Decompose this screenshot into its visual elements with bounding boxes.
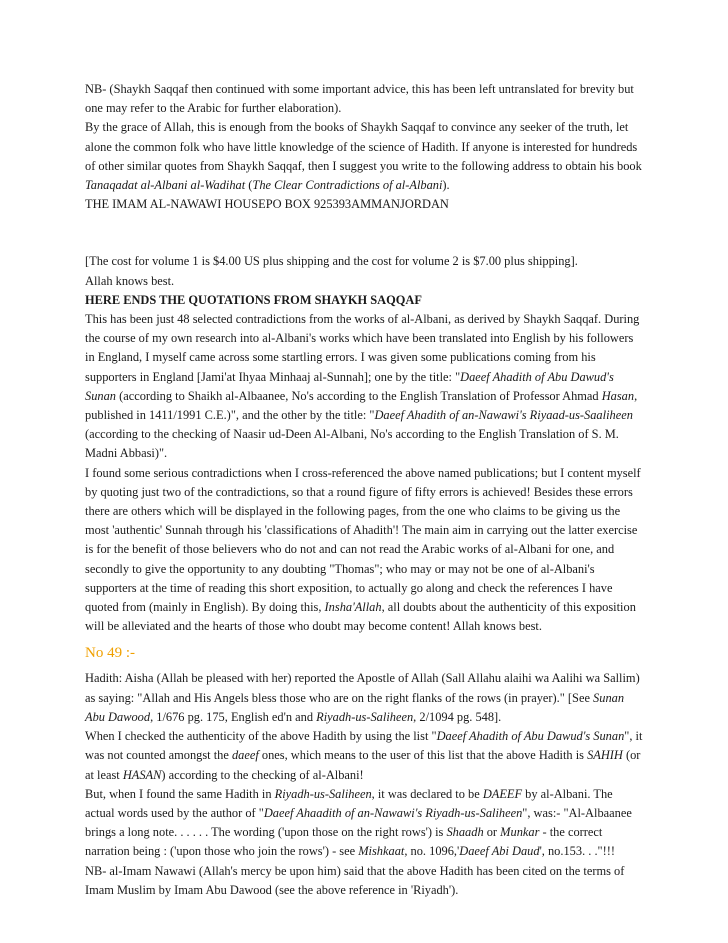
- text-run: ', no.153. . ."!!!: [539, 844, 615, 859]
- text-run: by al-Albani. The actual words used by the author of ": [85, 786, 613, 820]
- italic-phrase: Insha'Allah: [324, 600, 382, 615]
- book-paren-open: (: [245, 178, 253, 193]
- book-title: Tanaqadat al-Albani al-Wadihat: [85, 178, 246, 193]
- grace-text: By the grace of Allah, this is enough from the books of Shaykh Saqqaf to convince any seeker of the truth, let alone the common folk who have little knowledge of the science of Hadith. If anyone is interested for hundreds of other similar quotes from Shaykh Saqqaf, then I suggest you write to the following address to obtain his book: [85, 120, 642, 173]
- text-run: Hadith: Aisha (Allah be pleased with her) reported the Apostle of Allah (Sall Allahu alaihi wa Aalihi wa Sallim) as saying: "Allah and His Angels bless those who are on the right flanks of the rows (in prayer)." [See: [85, 671, 640, 705]
- italic-grade: SAHIH: [587, 748, 623, 763]
- nb-paragraph: NB- (Shaykh Saqqaf then continued with some important advice, this has been left untranslated for brevity but one may refer to the Arabic for further elaboration).: [85, 82, 634, 116]
- when-checked-paragraph: [85, 727, 645, 785]
- text-run: , 1/676 pg. 175, English ed'n and: [150, 709, 317, 724]
- text-run: , it was declared to be: [371, 786, 483, 801]
- text-run: , published in 1411/1991 C.E.)", and the other by the title: ": [85, 388, 638, 423]
- nb2-paragraph: NB- al-Imam Nawawi (Allah's mercy be upon him) said that the above Hadith has been cited on the terms of Imam Muslim by Imam Abu Dawood (see the above reference in 'Riyadh').: [85, 863, 625, 897]
- italic-title: Daeef Ahaadith of an-Nawawi's Riyadh-us-Saliheen: [263, 805, 523, 820]
- italic-term: daeef: [231, 748, 259, 763]
- address-line: THE IMAM AL-NAWAWI HOUSEPO BOX 925393AMMANJORDAN: [85, 197, 449, 212]
- text-run: ) according to the checking of al-Albani!: [161, 767, 364, 782]
- book-translation: The Clear Contradictions of al-Albani: [252, 178, 443, 193]
- hadith-paragraph: [85, 669, 645, 727]
- italic-title: Daeef Ahadith of Abu Dawud's Sunan: [85, 369, 614, 403]
- cost-paragraph: [The cost for volume 1 is $4.00 US plus shipping and the cost for volume 2 is $7.00 plus shipping].: [85, 254, 578, 269]
- italic-title: Daeef Ahadith of an-Nawawi's Riyaad-us-Saaliheen: [374, 408, 633, 423]
- italic-source: Sunan Abu Dawood: [85, 690, 625, 724]
- text-run: When I checked the authenticity of the above Hadith by using the list ": [85, 729, 437, 744]
- text-run: , all doubts about the authenticity of this exposition will be alleviated and the hearts of those who doubt may become content! Allah knows best.: [85, 600, 636, 634]
- no49-heading: No 49 :-: [85, 645, 135, 662]
- text-run: ", was:- "Al-Albaanee brings a long note. . . . . . The wording ('upon those on the right rows') is: [85, 805, 632, 840]
- italic-term: Munkar: [500, 825, 540, 840]
- text-run: But, when I found the same Hadith in: [85, 786, 275, 801]
- allah-knows-line: Allah knows best.: [85, 273, 175, 288]
- text-run: This has been just 48 selected contradictions from the works of al-Albani, as derived by Shaykh Saqqaf. During the course of my own research into al-Albani's works which have been translated into English by his followers in England, I myself came across some startling errors. I was given some publications coming from his supporters in England [Jami'at Ihyaa Minhaaj al-Sunnah]; one by the title: ": [85, 312, 640, 384]
- text-run: or: [483, 825, 501, 840]
- serious-contradictions-paragraph: [85, 464, 645, 637]
- ends-heading: HERE ENDS THE QUOTATIONS FROM SHAYKH SAQQAF: [85, 292, 422, 307]
- text-run: I found some serious contradictions when I cross-referenced the above named publications; but I content myself by quoting just two of the contradictions, so that a round figure of fifty errors is achieved! Besides these errors there are others which will be displayed in the following pages, from the one who claims to be giving us the most 'authentic' Sunnah through his 'classifications of Ahadith'! The main aim in carrying out the latter exercise is for the benefit of those believers who do not and can not read the Arabic works of al-Albani for one, and secondly to give the opportunity to any doubting "Thomas"; who may or may not be one of al-Albani's supporters at the time of reading this short exposition, to actually go along and check the references I have quoted from (mainly in English). By doing this,: [85, 465, 641, 615]
- text-run: (according to the checking of Naasir ud-Deen Al-Albani, No's according to the English Translation of S. M. Madni Abbasi)".: [85, 427, 619, 461]
- italic-source: Mishkaat: [358, 844, 405, 859]
- italic-source: Daeef Abi Daud: [459, 844, 540, 859]
- text-run: , 2/1094 pg. 548].: [413, 709, 502, 724]
- book-paren-close: ).: [442, 178, 450, 193]
- italic-grade: HASAN: [122, 767, 162, 782]
- document-page: [85, 80, 645, 900]
- text-run: (according to Shaikh al-Albaanee, No's according to the English Translation of Professor Ahmad: [115, 388, 602, 403]
- contradictions-paragraph: [85, 310, 645, 464]
- but-found-paragraph: [85, 785, 645, 862]
- italic-title: Daeef Ahadith of Abu Dawud's Sunan: [436, 729, 625, 744]
- grace-paragraph: [85, 118, 645, 195]
- italic-name: Hasan: [601, 388, 635, 403]
- italic-term: Shaadh: [446, 825, 484, 840]
- italic-grade: DAEEF: [482, 786, 523, 801]
- text-run: ", it was not counted amongst the: [85, 729, 643, 763]
- spacer: [85, 214, 645, 252]
- italic-source: Riyadh-us-Saliheen: [316, 709, 414, 724]
- text-run: , no. 1096,': [404, 844, 460, 859]
- text-run: (or at least: [85, 748, 641, 782]
- italic-source: Riyadh-us-Saliheen: [274, 786, 372, 801]
- text-run: - the correct narration being : ('upon those who join the rows') - see: [85, 825, 603, 859]
- spacer: [85, 636, 645, 643]
- text-run: ones, which means to the user of this list that the above Hadith is: [258, 748, 588, 763]
